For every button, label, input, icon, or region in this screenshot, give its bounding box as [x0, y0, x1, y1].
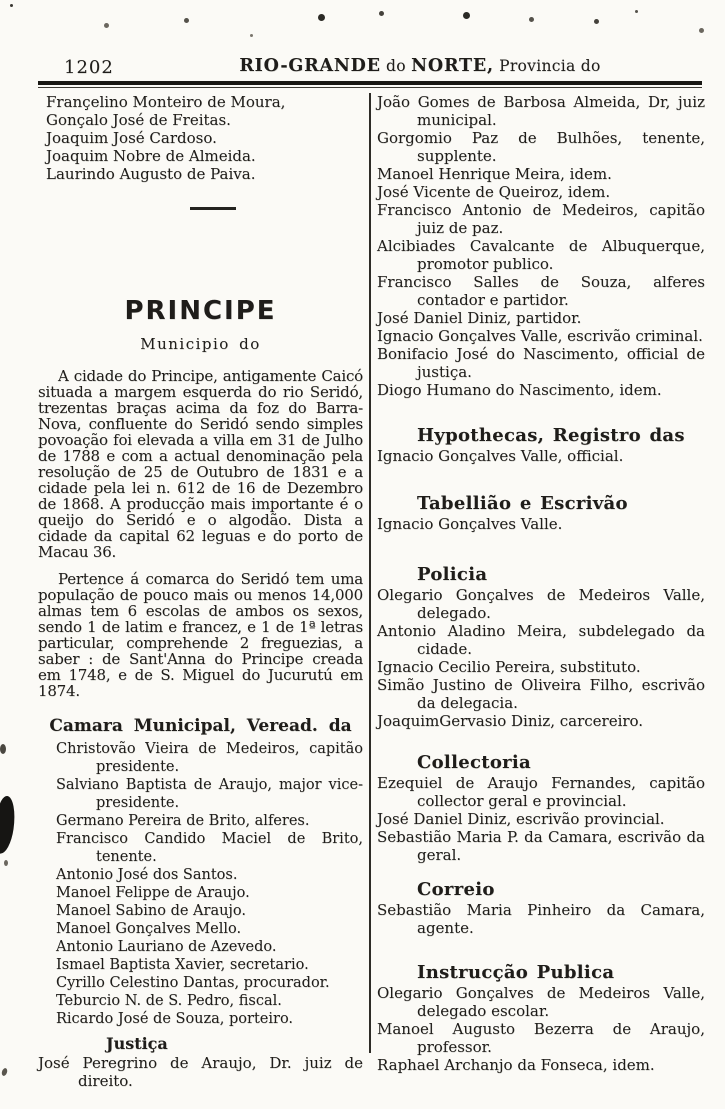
list-item: José Daniel Diniz, escrivão provincial.: [377, 810, 665, 828]
list-item: Manoel Henrique Meira, idem.: [377, 165, 612, 183]
list-item: Manoel Augusto Bezerra de Araujo, professor.: [377, 1020, 705, 1056]
running-header: [205, 56, 635, 76]
ink-speck: [4, 860, 8, 866]
section-list-collectoria: [377, 774, 705, 864]
camara-heading: Camara Municipal, Veread. da: [49, 716, 352, 736]
list-item: Christovão Vieira de Medeiros, capitão presidente.: [56, 741, 363, 775]
running-header-province-bold: RIO-GRANDE: [239, 56, 381, 76]
list-item: Alcibiades Cavalcante de Albuquerque, promotor publico.: [377, 237, 705, 273]
list-item: Manoel Gonçalves Mello.: [56, 921, 242, 937]
list-item: Ignacio Gonçalves Valle, official.: [377, 447, 624, 465]
section-heading-collectoria: Collectoria: [417, 752, 532, 773]
section-list-policia: [377, 586, 705, 730]
list-item: Gorgomio Paz de Bulhões, tenente, supplente.: [377, 129, 705, 165]
list-item: Salviano Baptista de Araujo, major vice-presidente.: [56, 777, 363, 811]
officials-list: [377, 93, 705, 399]
list-item: Raphael Archanjo da Fonseca, idem.: [377, 1056, 655, 1074]
header-rule: [38, 81, 702, 88]
name-list: [38, 93, 363, 183]
section-list-correio: [377, 901, 705, 937]
list-item: Germano Pereira de Brito, alferes.: [56, 813, 310, 829]
scan-noise-specks: [10, 4, 13, 7]
list-item: Olegario Gonçalves de Medeiros Valle, delegado escolar.: [377, 984, 705, 1020]
two-column-body: [38, 93, 705, 1090]
list-item: Francisco Salles de Souza, alferes contador e partidor.: [377, 273, 705, 309]
left-column: [38, 93, 363, 1090]
list-item: Ricardo José de Souza, porteiro.: [56, 1011, 294, 1027]
section-heading-correio: Correio: [417, 879, 495, 900]
list-item: Ezequiel de Araujo Fernandes, capitão collector geral e provincial.: [377, 774, 705, 810]
list-item: Cyrillo Celestino Dantas, procurador.: [56, 975, 330, 991]
list-item: Joaquim José Cardoso.: [46, 129, 217, 147]
list-item: Sebastião Maria Pinheiro da Camara, agente.: [377, 901, 705, 937]
list-item: Francisco Antonio de Medeiros, capitão juiz de paz.: [377, 201, 705, 237]
right-column: [377, 93, 705, 1090]
section-list-hypothecas: [377, 447, 705, 465]
justica-heading: Justiça: [106, 1034, 168, 1053]
list-item: João Gomes de Barbosa Almeida, Dr, juiz municipal.: [377, 93, 705, 129]
list-item: Ismael Baptista Xavier, secretario.: [56, 957, 309, 973]
list-item: Bonifacio José do Nascimento, official de justiça.: [377, 345, 705, 381]
list-item: Joaquim Nobre de Almeida.: [46, 147, 256, 165]
list-item: Olegario Gonçalves de Medeiros Valle, delegado.: [377, 586, 705, 622]
section-heading-instruccao: Instrucção Publica: [417, 962, 615, 983]
municipality-subtitle: Municipio do: [140, 335, 261, 353]
page-number: 1202: [64, 57, 114, 78]
justica-list: [38, 1054, 363, 1090]
section-list-tabelliao: [377, 515, 705, 533]
ink-speck: [1, 1067, 8, 1076]
ink-speck: [0, 744, 6, 754]
ink-blot: [0, 795, 18, 855]
list-item: Antonio Aladino Meira, subdelegado da cidade.: [377, 622, 705, 658]
municipality-paragraph-2: Pertence á comarca do Seridó tem uma população de pouco mais ou menos 14,000 almas tem 6 escolas de ambos os sexos, sendo 1 de latim e francez, e 1 de 1ª letras particular, comprehende 2 freguezias, a saber : de Sant'Anna do Principe creada em 1748, e de S. Miguel do Jucurutú em 1874.: [38, 570, 363, 700]
list-item: Antonio José dos Santos.: [56, 867, 238, 883]
section-divider: [190, 207, 236, 210]
running-header-mid: do: [386, 57, 406, 75]
section-list-instruccao: [377, 984, 705, 1074]
list-item: Françelino Monteiro de Moura,: [46, 93, 286, 111]
list-item: Ignacio Cecilio Pereira, substituto.: [377, 658, 641, 676]
list-item: José Vicente de Queiroz, idem.: [377, 183, 611, 201]
list-item: Ignacio Gonçalves Valle.: [377, 515, 563, 533]
list-item: Francisco Candido Maciel de Brito, tenente.: [56, 831, 363, 865]
camara-member-list: [38, 740, 363, 1028]
list-item: Laurindo Augusto de Paiva.: [46, 165, 256, 183]
running-header-norte-bold: NORTE,: [411, 56, 494, 76]
list-item: Gonçalo José de Freitas.: [46, 111, 231, 129]
list-item: José Daniel Diniz, partidor.: [377, 309, 582, 327]
section-heading-hypothecas: Hypothecas, Registro das: [417, 425, 685, 446]
list-item: Simão Justino de Oliveira Filho, escrivão da delegacia.: [377, 676, 705, 712]
municipality-title: PRINCIPE: [124, 296, 277, 326]
section-heading-policia: Policia: [417, 564, 488, 585]
list-item: Teburcio N. de S. Pedro, fiscal.: [56, 993, 282, 1009]
list-item: Manoel Felippe de Araujo.: [56, 885, 250, 901]
list-item: José Peregrino de Araujo, Dr. juiz de direito.: [38, 1054, 363, 1090]
municipality-paragraph-1: A cidade do Principe, antigamente Caicó situada a margem esquerda do rio Seridó, trezentas braças acima da foz do Barra-Nova, confluente do Seridó sendo simples povoação foi elevada a villa em 31 de Julho de 1788 e com a actual denominação pela resolução de 25 de Outubro de 1831 e a cidade pela lei n. 612 de 16 de Dezembro de 1868. A producção mais importante é o queijo do Seridó e o algodão. Dista a cidade da capital 62 leguas e do porto de Macau 36.: [38, 367, 363, 561]
list-item: JoaquimGervasio Diniz, carcereiro.: [377, 712, 644, 730]
list-item: Diogo Humano do Nascimento, idem.: [377, 381, 662, 399]
list-item: Manoel Sabino de Araujo.: [56, 903, 247, 919]
list-item: Ignacio Gonçalves Valle, escrivão criminal.: [377, 327, 703, 345]
section-heading-tabelliao: Tabellião e Escrivão: [417, 493, 628, 514]
list-item: Antonio Lauriano de Azevedo.: [56, 939, 277, 955]
list-item: Sebastião Maria P. da Camara, escrivão da geral.: [377, 828, 705, 864]
running-header-tail: Provincia do: [499, 57, 601, 75]
